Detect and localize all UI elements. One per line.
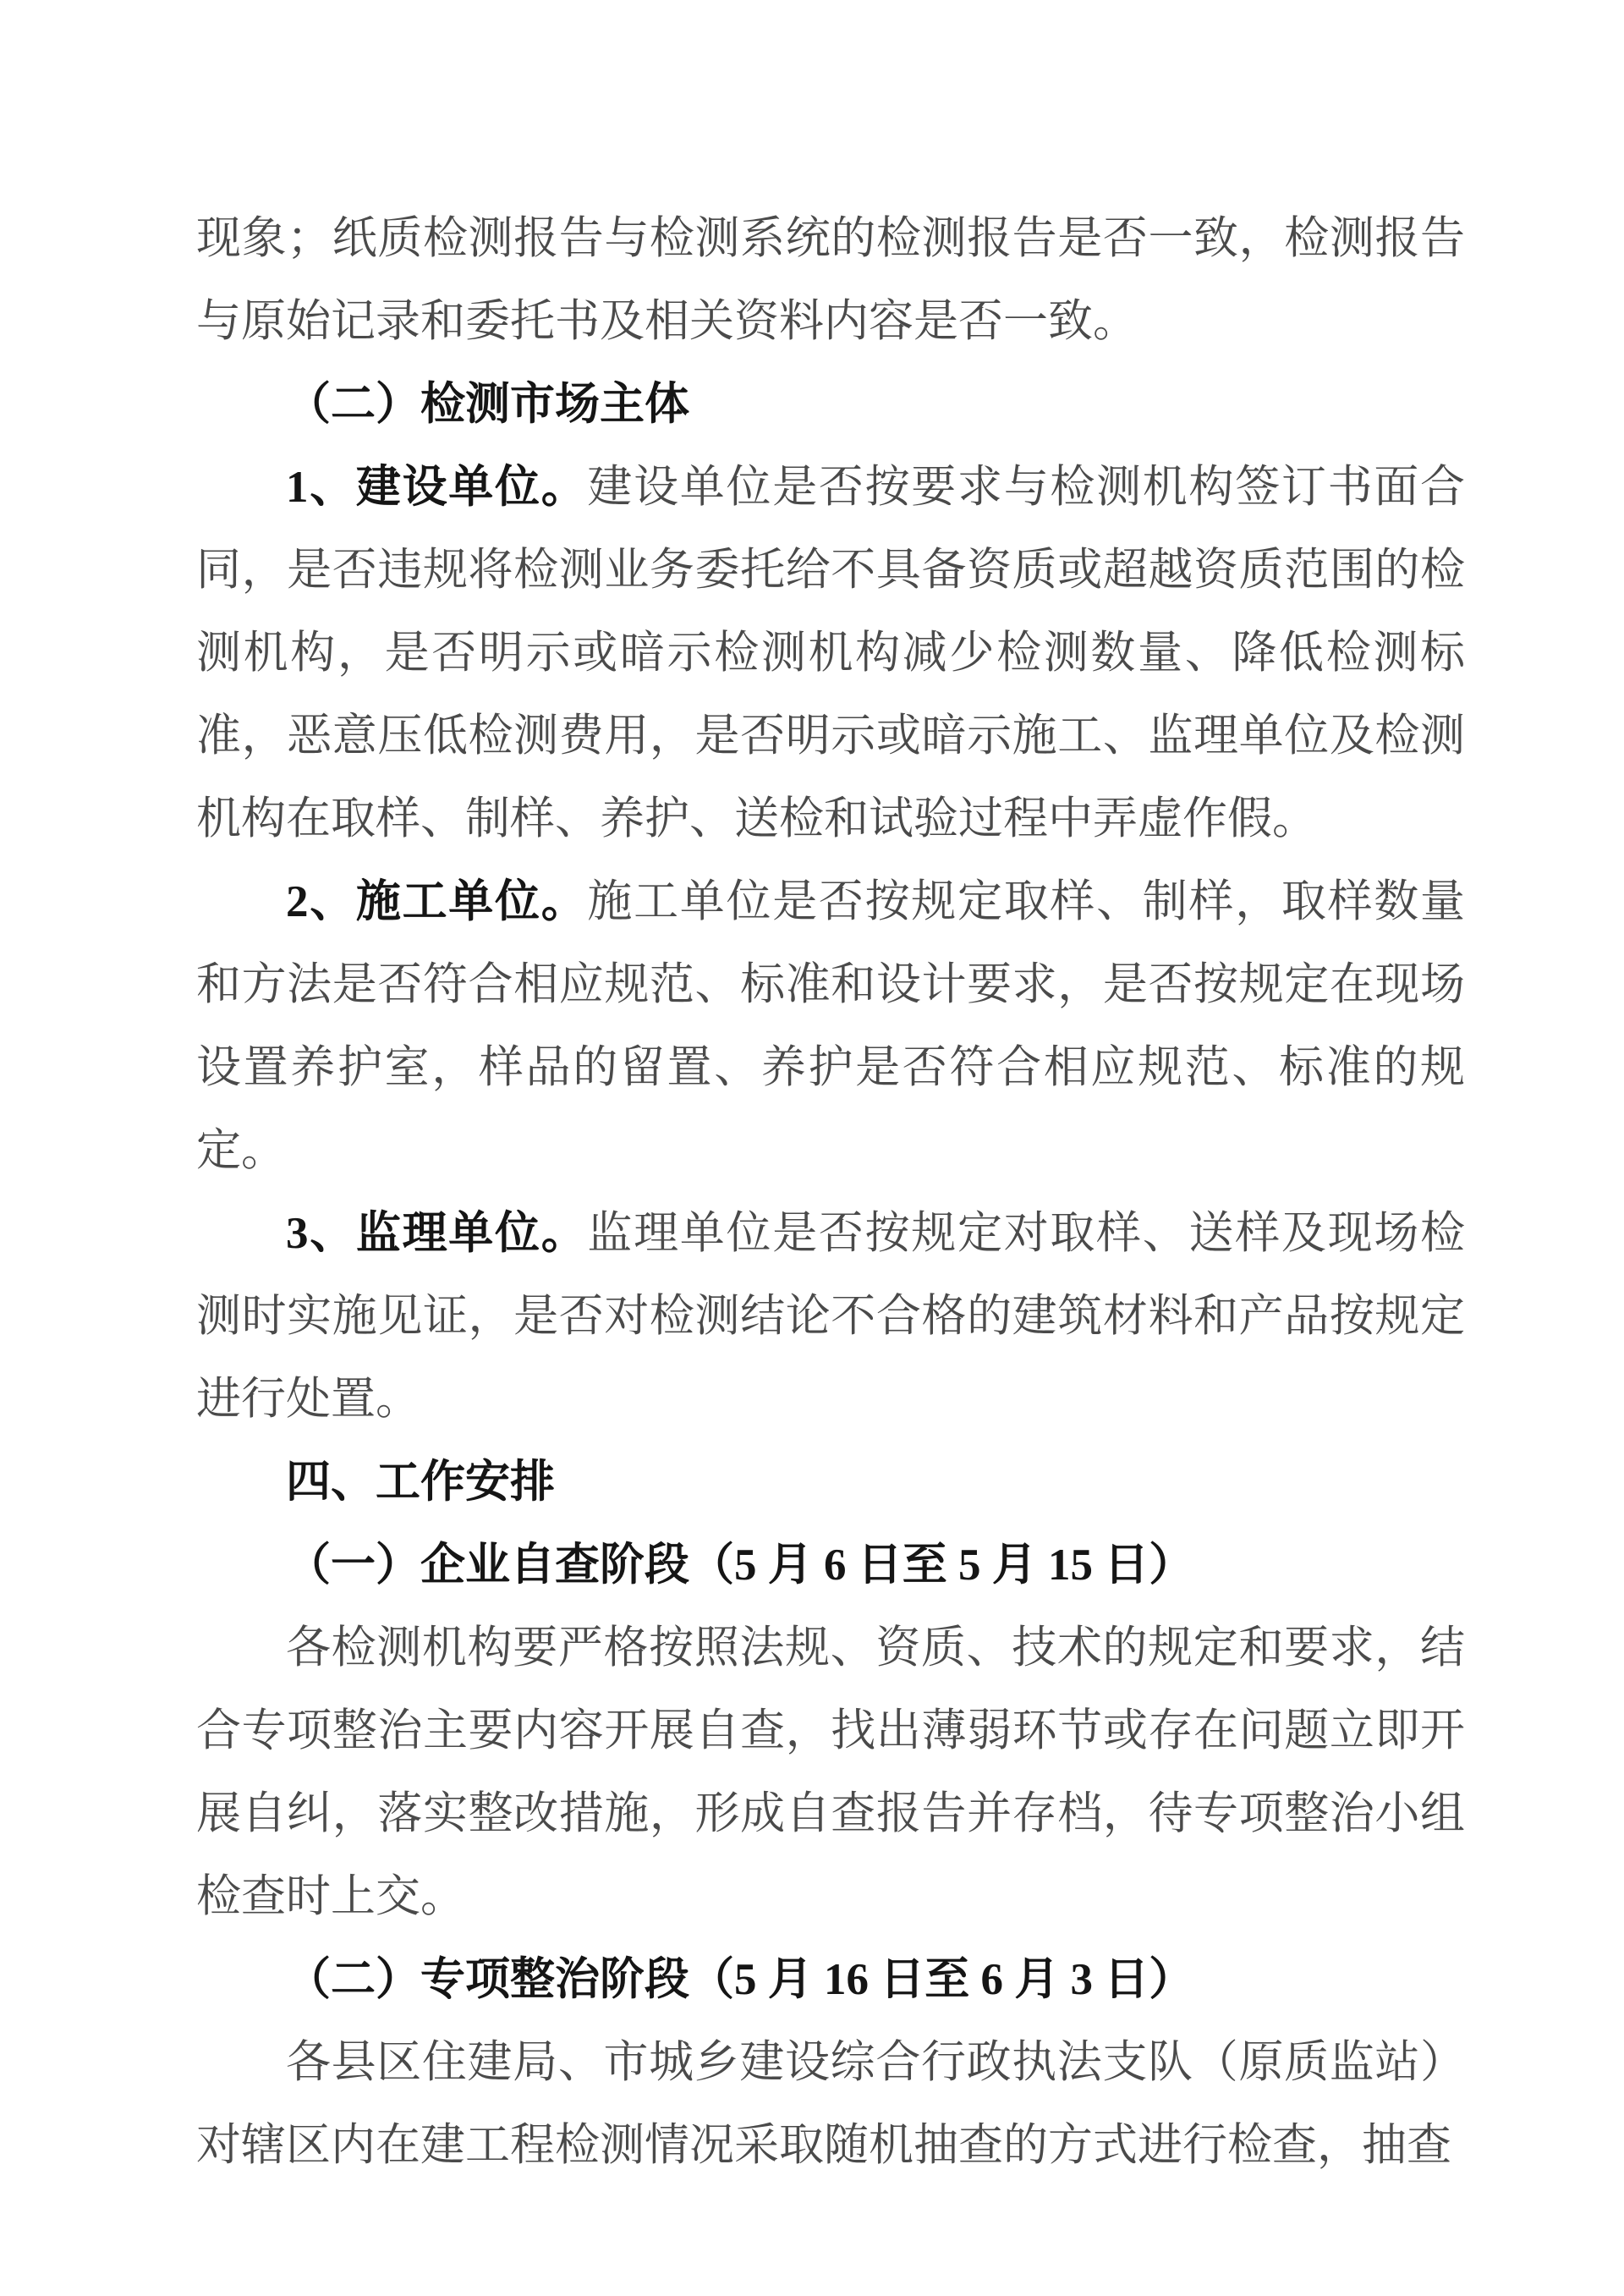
bold-text-segment: （一）企业自查阶段（5 月 6 日至 5 月 15 日） <box>286 1541 1194 1590</box>
heading-phase-2-special-rectification <box>196 1938 1465 2021</box>
bold-text-segment: 2、施工单位。 <box>286 877 588 926</box>
paragraph-item-2-construction-unit <box>196 860 1465 1192</box>
paragraph-item-1-construction-client-unit <box>196 446 1465 860</box>
text-segment: 建设单位是否按要求与检测机构签订书面合同，是否违规将检测业务委托给不具备资质或超越资质范围的检测机构，是否明示或暗示检测机构减少检测数量、降低检测标准，恶意压低检测费用，是否明示或暗示施工、监理单位及检测机构在取样、制样、养护、送检和试验过程中弄虚作假。 <box>196 463 1466 843</box>
document-content <box>196 197 1465 2187</box>
bold-text-segment: 1、建设单位。 <box>286 463 588 512</box>
text-segment: 现象；纸质检测报告与检测系统的检测报告是否一致，检测报告与原始记录和委托书及相关资料内容是否一致。 <box>196 214 1465 346</box>
bold-text-segment: （二）检测市场主体 <box>286 380 689 429</box>
bold-text-segment: 3、监理单位。 <box>286 1209 588 1258</box>
paragraph-item-3-supervision-unit <box>196 1192 1465 1441</box>
heading-section-2-testing-market-entities <box>196 363 1465 446</box>
text-segment: 各检测机构要严格按照法规、资质、技术的规定和要求，结合专项整治主要内容开展自查，找出薄弱环节或存在问题立即开展自纠，落实整改措施，形成自查报告并存档，待专项整治小组检查时上交。 <box>196 1623 1465 1921</box>
text-segment: 监理单位是否按规定对取样、送样及现场检测时实施见证，是否对检测结论不合格的建筑材料和产品按规定进行处置。 <box>196 1209 1466 1424</box>
paragraph-continuation-inspection-reports <box>196 197 1465 363</box>
bold-text-segment: （二）专项整治阶段（5 月 16 日至 6 月 3 日） <box>286 1955 1194 2004</box>
text-segment: 各县区住建局、市城乡建设综合行政执法支队（原质监站）对辖区内在建工程检测情况采取随机抽查的方式进行检查，抽查 <box>196 2038 1465 2170</box>
text-segment: 施工单位是否按规定取样、制样，取样数量和方法是否符合相应规范、标准和设计要求，是否按规定在现场设置养护室，样品的留置、养护是否符合相应规范、标准的规定。 <box>196 877 1466 1175</box>
bold-text-segment: 四、工作安排 <box>286 1457 555 1507</box>
paragraph-phase-2-details <box>196 2021 1465 2187</box>
heading-phase-1-enterprise-self-inspection <box>196 1524 1465 1607</box>
paragraph-phase-1-details <box>196 1607 1465 1938</box>
heading-section-4-work-arrangement <box>196 1441 1465 1524</box>
